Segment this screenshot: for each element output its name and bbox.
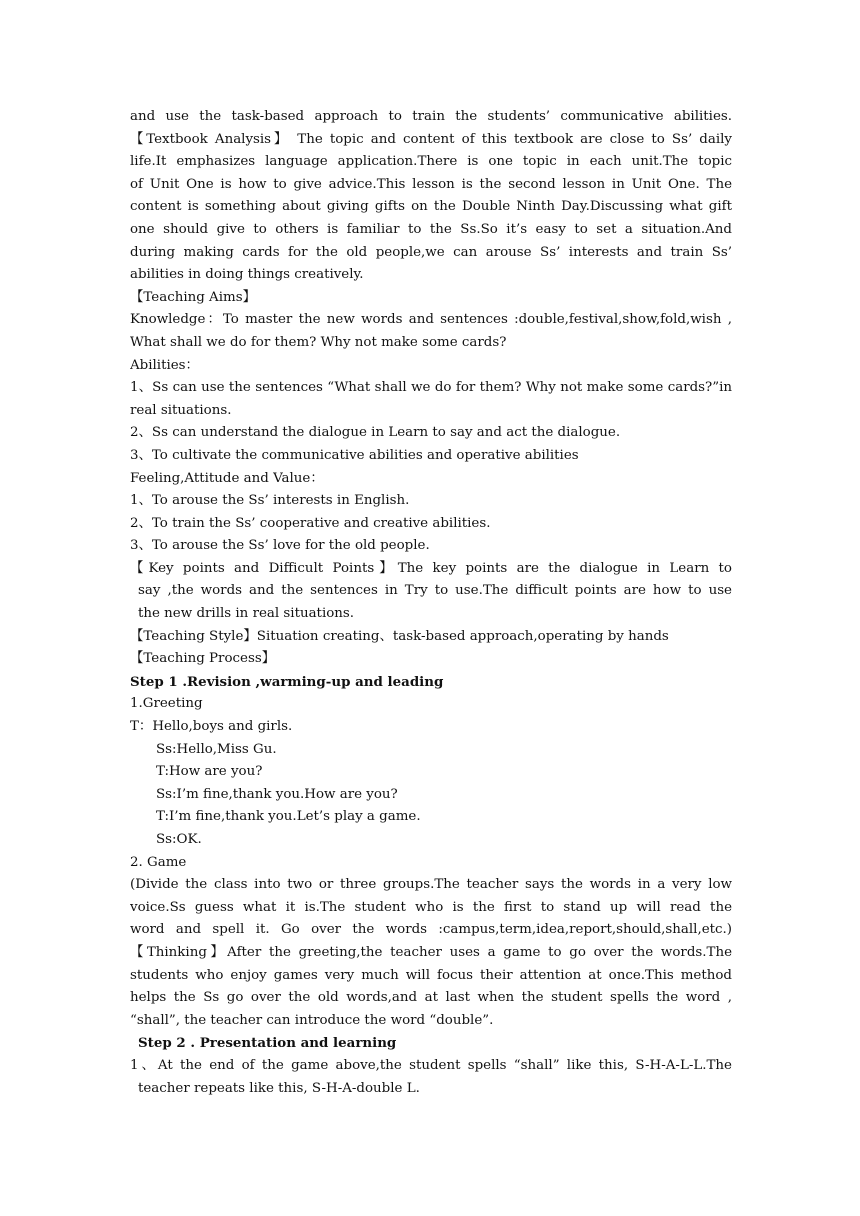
text-line: word and spell it. Go over the words :campus,term,idea,report,should,shall,etc.) [130, 922, 732, 938]
text-line: real situations. [130, 402, 232, 418]
text-line: one should give to others is familiar to the Ss.So it’s easy to set a situation.And [130, 221, 732, 237]
text-line: the new drills in real situations. [138, 606, 355, 622]
text-line: during making cards for the old people,we can arouse Ss’ interests and train Ss’ [130, 244, 732, 260]
text-line: (Divide the class into two or three groups.The teacher says the words in a very low [130, 877, 732, 893]
text-line: 【Teaching Process】 [130, 651, 276, 667]
text-line: Ss:I’m fine,thank you.How are you? [156, 786, 398, 802]
text-line: helps the Ss go over the old words,and at last when the student spells the word , [130, 990, 732, 1006]
text-line: Feeling,Attitude and Value： [130, 470, 324, 486]
text-line: 【Thinking】After the greeting,the teacher uses a game to go over the words.The [130, 944, 732, 960]
text-line: 【Teaching Aims】 [130, 289, 256, 305]
text-line: 【Textbook Analysis】 The topic and content of this textbook are close to Ss’ daily [130, 131, 732, 147]
text-line: of Unit One is how to give advice.This lesson is the second lesson in Unit One. The [130, 176, 732, 192]
text-line: students who enjoy games very much will focus their attention at once.This method [130, 967, 732, 983]
text-line: 1、Ss can use the sentences “What shall we do for them? Why not make some cards?”in [130, 380, 732, 396]
section-heading: Step 2 . Presentation and learning [138, 1035, 397, 1052]
text-line: 2、Ss can understand the dialogue in Learn to say and act the dialogue. [130, 425, 621, 441]
text-line: 3、To arouse the Ss’ love for the old people. [130, 538, 430, 554]
text-line: 【Key points and Difficult Points】The key points are the dialogue in Learn to [130, 560, 732, 576]
text-line: 3、To cultivate the communicative abilities and operative abilities [130, 447, 579, 463]
text-line: say ,the words and the sentences in Try to use.The difficult points are how to use [138, 583, 732, 599]
text-line: teacher repeats like this, S-H-A-double L. [138, 1080, 420, 1096]
text-line: “shall”, the teacher can introduce the word “double”. [130, 1012, 494, 1028]
text-line: voice.Ss guess what it is.The student who is the first to stand up will read the [130, 899, 732, 915]
text-line: 1.Greeting [130, 696, 203, 712]
text-line: Abilities： [130, 357, 199, 373]
text-line: content is something about giving gifts on the Double Ninth Day.Discussing what gift [130, 199, 732, 215]
text-line: 【Teaching Style】Situation creating、task-based approach,operating by hands [130, 628, 669, 644]
document-page [130, 106, 732, 1100]
text-line: and use the task-based approach to train the students’ communicative abilities. [130, 109, 732, 124]
text-line: life.It emphasizes language application.There is one topic in each unit.The topic [130, 154, 732, 170]
text-line: Knowledge：To master the new words and sentences :double,festival,show,fold,wish , [130, 312, 732, 328]
text-line: What shall we do for them? Why not make some cards? [130, 334, 507, 350]
text-line: 2. Game [130, 854, 187, 870]
text-line: T：Hello,boys and girls. [130, 719, 293, 735]
text-line: Ss:Hello,Miss Gu. [156, 741, 277, 757]
text-line: 2、To train the Ss’ cooperative and creative abilities. [130, 515, 491, 531]
text-line: 1、To arouse the Ss’ interests in English. [130, 493, 410, 509]
text-line: T:How are you? [156, 764, 263, 780]
text-line: abilities in doing things creatively. [130, 267, 364, 283]
text-line: 1、At the end of the game above,the student spells “shall” like this, S-H-A-L-L.The [130, 1057, 732, 1073]
text-line: Ss:OK. [156, 832, 202, 847]
section-heading: Step 1 .Revision ,warming-up and leading [130, 673, 444, 690]
text-line: T:I’m fine,thank you.Let’s play a game. [156, 809, 421, 825]
